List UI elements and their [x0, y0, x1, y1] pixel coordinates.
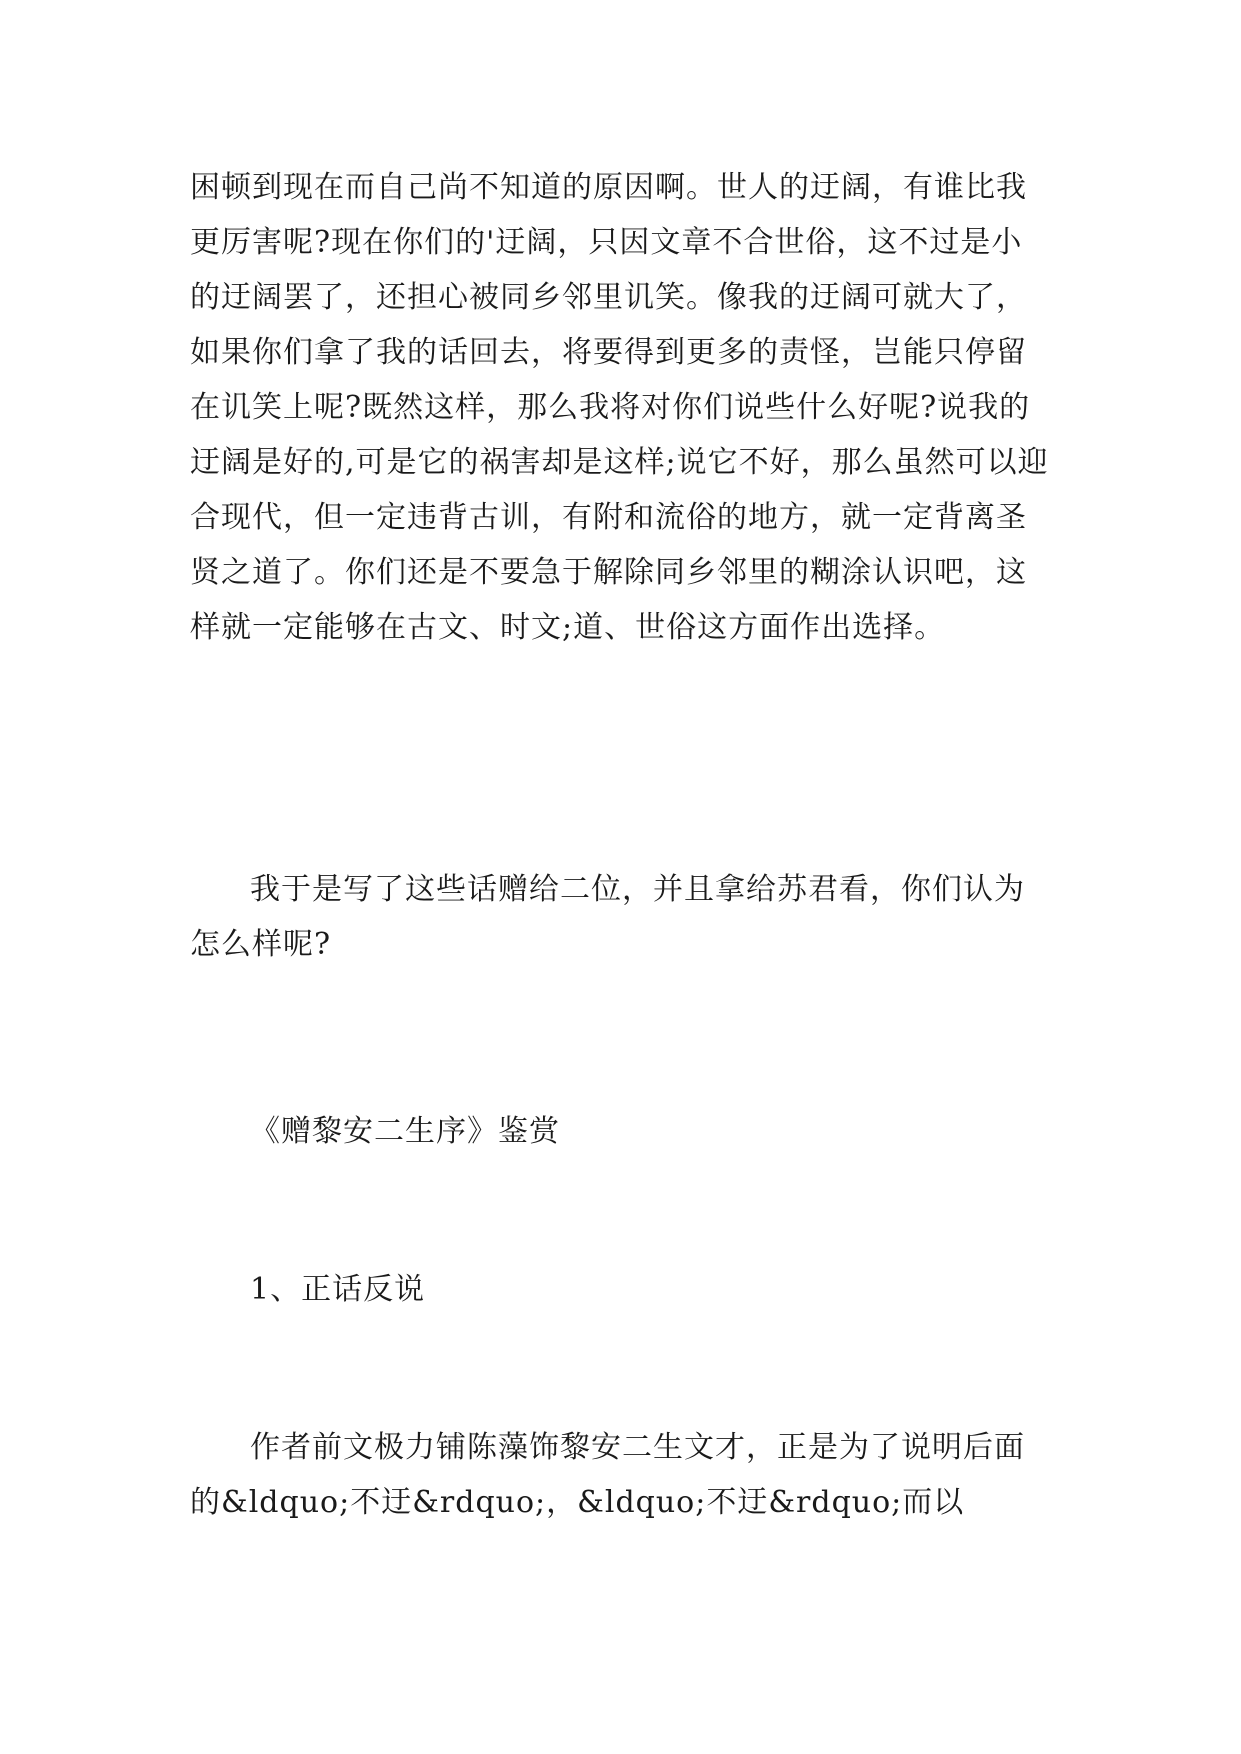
- body-paragraph: 作者前文极力铺陈藻饰黎安二生文才，正是为了说明后面的&ldquo;不迂&rdquo;，&ldquo;不迂&rdquo;而以: [190, 1430, 1025, 1520]
- body-paragraph: 困顿到现在而自己尚不知道的原因啊。世人的迂阔，有谁比我更厉害呢?现在你们的'迂阔，只因文章不合世俗，这不过是小的迂阔罢了，还担心被同乡邻里讥笑。像我的迂阔可就大了，如果你们拿了我的话回去，将要得到更多的责怪，岂能只停留在讥笑上呢?既然这样，那么我将对你们说些什么好呢?说我的迂阔是好的,可是它的祸害却是这样;说它不好，那么虽然可以迎合现代，但一定违背古训，有附和流俗的地方，就一定背离圣贤之道了。你们还是不要急于解除同乡邻里的糊涂认识吧，这样就一定能够在古文、时文;道、世俗这方面作出选择。: [190, 170, 1049, 645]
- subsection-title: 1、正话反说: [250, 1272, 426, 1307]
- section-title: 《赠黎安二生序》鉴赏: [250, 1114, 560, 1149]
- body-paragraph: 我于是写了这些话赠给二位，并且拿给苏君看，你们认为怎么样呢?: [190, 872, 1025, 962]
